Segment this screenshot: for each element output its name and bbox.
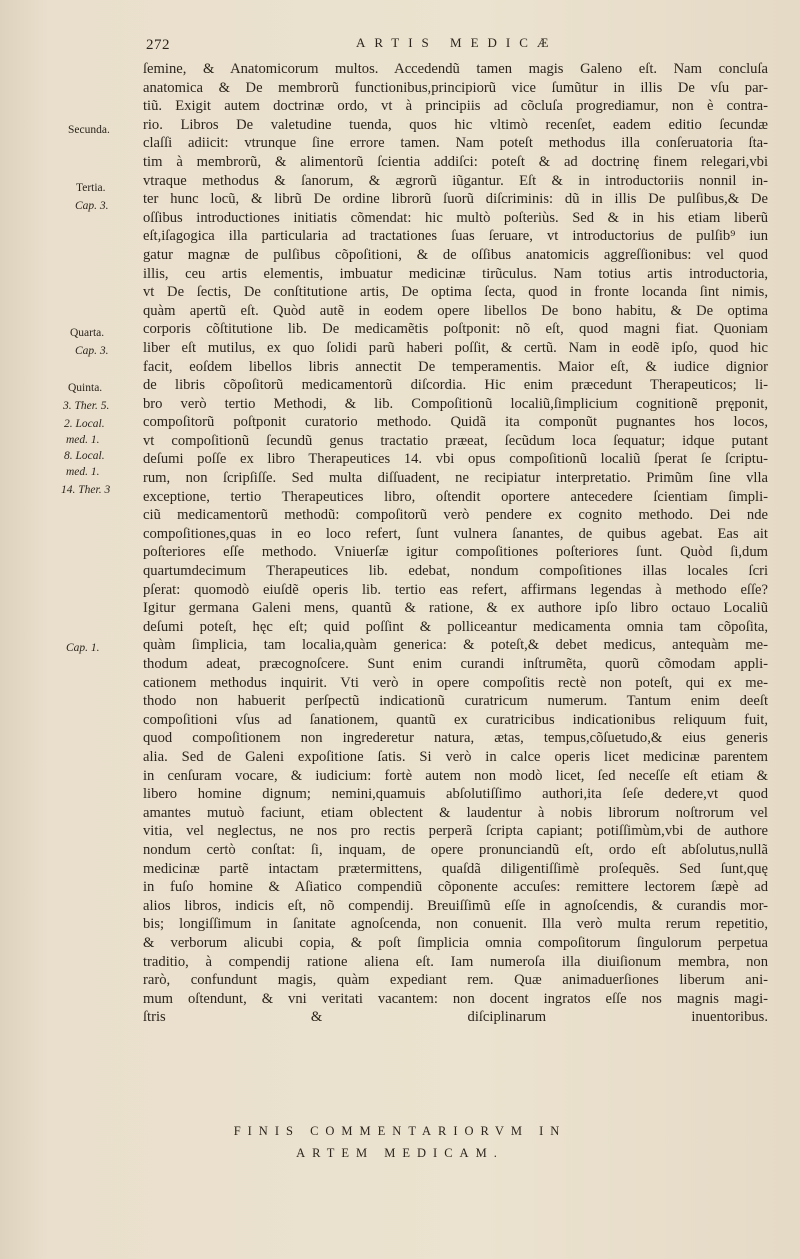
margin-note-cap: Cap. 1. [66,642,100,654]
text-line: in fuſo homine & Aſiatico compendiũ cõponente accuſes: remittere lectorem ſæpè ad [143,879,768,896]
text-line: deſumi poteſt, hęc eſt; quid poſſint & polliceantur medicamenta omnia tam cõpoſita, [143,618,768,635]
margin-note-reference: 2. Local. [64,418,105,430]
margin-note-reference: 8. Local. [64,450,105,462]
text-line: facit, eoſdem libellos libris annectit De temperamentis. Maior eſt, & iudice dignior [143,358,768,375]
margin-note-reference: 3. Ther. 5. [63,400,110,412]
margin-note-cap: Cap. 3. [75,200,109,212]
margin-note-quinta: Quinta. [68,382,103,394]
text-line: nondum certò conſtat: ſi, inquam, de opere pronunciandũ eſt, ordo eſt abſolutus,nullã [143,841,768,858]
text-line: tiũ. Exigit autem doctrinæ ordo, vt à principiis ad cõcluſa progrediamur, non è contra- [143,98,768,115]
colophon-line-2: ARTEM MEDICAM. [296,1146,504,1160]
text-line: ſemine, & Anatomicorum multos. Accedendũ tamen magis Galeno eſt. Nam concluſa [143,61,768,77]
text-line: vtraque methodus & ſanorum, & ægrorũ iũgantur. Eſt & in introductoriis nonnil in- [143,172,768,189]
text-line: mum oſtendunt, & vni veritati vacantem: non docent ingratos eſſe nos magnis magi- [143,990,768,1007]
text-line: compoſitorũ poſtponit curatorio methodo. Quidã ita componũt pugnantes hos locos, [143,414,768,431]
text-line: alia. Sed de Galeni expoſitione ſatis. Si verò in calce operis licet medicinæ parentem [143,748,768,765]
text-line: quod compoſitionem non ingrederetur natura, ætas, tempus,cõſuetudo,& eius generis [143,730,768,747]
text-line: alios libros, indicis eſt, nõ compendij. Breuiſſimũ eſſe in agnoſcendis, & curandis mor- [143,897,768,914]
page-number: 272 [146,37,170,53]
text-line: bro verò tertio Methodi, & lib. Compoſitionũ localiũ,ſimplicium cognitionẽ pręponit, [143,395,768,412]
margin-note-quarta: Quarta. [70,327,105,339]
text-line: rio. Libros De valetudine tuenda, quos hic vltimò recenſet, eadem editio ſecundæ [143,116,768,133]
text-line: rum, non ſcripſiſſe. Sed multa diſſuadent, ne recipiatur interpretatio. Primũm ſine vlla [143,470,768,487]
text-line: corporis cõſtitutione lib. De medicamẽtis poſtponit: nõ eſt, quod magni fiat. Quoniam [143,321,768,338]
text-line: rarò, confundunt magis, quàm expediant rem. Quæ animaduerſiones liberum ani- [143,972,768,989]
text-line: traditio, à compendij ratione aliena eſt. Iam numeroſa illa diuiſionum membra, non [143,953,768,970]
text-line: compoſitiones,quas in eo loco refert, ſunt vulnera ſanantes, de quibus agebat. Eas ait [143,525,768,542]
margin-note-reference: med. 1. [66,434,100,446]
text-line: amantes mutuò faciunt, etiam oblectent & laudentur à nobis librorum noſtrorum vel [143,804,768,821]
text-line: vitia, vel neglectus, ne nos pro rectis perperã ſcripta capiant; potiſſimùm,vbi de authore [143,823,768,840]
text-line: vt De ſectis, De conſtitutione artis, De optima ſecta, quod in fronte locanda ſint nimis, [143,284,768,301]
text-line: vt compoſitionũ ſecundũ genus tractatio præeat, ſecũdum loca ſequatur; idque putant [143,432,768,449]
text-line: pſerat: quomodò eiuſdẽ operis lib. tertio eas refert, affirmans legendas à methodo eſſe? [143,581,768,598]
text-line: thodo non habuerit perſpectũ indicationũ curatricum numerum. Tantum enim deeſt [143,693,768,710]
text-line: quàm apertũ eſt. Quòd autẽ in eodem opere libellos De bono habitu, & De optima [143,302,768,319]
text-line: poſteriores eſſe methodo. Vniuerſæ igitur compoſitiones poſteriores ſunt. Quòd ſi,dum [143,544,768,561]
text-line: libero homine dignum; nemini,quamuis abſolutiſſimo authori,ita ſeſe dedere,vt quod [143,786,768,803]
text-line: medicinæ partẽ intactam prætermittens, quaſdã diligentiſſimè proſequẽs. Sed ſunt,quę [143,860,768,877]
text-line: tim à membrorũ, & alimentorũ ſcientia addiſci: poteſt & ad doctrinę finem relegari,vbi [143,153,768,170]
body-text [143,60,768,1027]
text-line: in cenſuram vocare, & iudicium: fortè autem non modò licet, ſed neceſſe eſt etiam & [143,767,768,784]
text-line: deſumi poſſe ex libro Therapeutices 14. vbi opus compoſitionũ localiũ ſperat ſe ſcriptu- [143,451,768,468]
text-line: bis; longiſſimum in ſanitate agnoſcenda, non conuenit. Illa verò multa rerum repetitio, [143,916,768,933]
text-line: thodum adeat, præcognoſcere. Sunt enim curandi inſtrumẽta, quorũ cõmodam appli- [143,656,768,672]
text-line: ter hunc locũ, & librũ De ordine librorũ ſuorũ diſcriminis: dũ in illis De pulſibus,& De [143,191,768,208]
text-line: compoſitioni vſus ad ſanationem, quantũ ex curatricibus indicationibus reliquum fuit, [143,711,768,728]
running-title: ARTIS MEDICÆ [356,35,558,50]
text-line: Igitur germana Galeni mens, quantũ & ratione, & ex authore ipſo libro octauo Localiũ [143,600,768,617]
colophon-line-1: FINIS COMMENTARIORVM IN [233,1124,567,1138]
margin-note-cap: Cap. 3. [75,345,109,357]
text-line: liber eſt mutilus, ex quo ſolidi parũ haberi poſſit, & certũ. Nam in eodẽ ipſo, quod hic [143,339,768,356]
text-line: de libris cõpoſitorũ medicamentorũ diſcordia. Hic enim præcedunt Therapeuticos; li- [143,377,768,394]
text-line: illis, ceu artis elementis, imbuatur medicinæ tirũculus. Nam totius artis introductoria, [143,265,768,282]
text-line: claſſi adiicit: vtrunque ſine errore tamen. Nam poteſt methodus illa conſeruatoria ſta- [143,135,768,152]
margin-note-reference: 14. Ther. 3 [61,484,111,496]
text-line: eſt,iſagogica illa particularia ad tractationes ſuas ſeruare, vt introductorius de pulſib⁹ iun [143,228,768,245]
text-line: ciũ medicamentorũ methodũ: compoſitorũ verò pendere ex cognito methodo. Dei nde [143,507,768,524]
text-line: exceptione, tertio Therapeutices libro, oſtendit oportere antecedere ſcientiam ſimpli- [143,488,768,505]
text-line: & verborum alicubi copia, & poſt ſimplicia omnia compoſitorum ſingulorum perpetua [143,934,768,951]
text-line: ſtris & diſciplinarum inuentoribus. [143,1009,768,1026]
margin-note-secunda: Secunda. [68,124,110,136]
margin-note-reference: med. 1. [66,466,100,478]
text-line: oſſibus introductiones initiatis cõmendat: hic multò poſteriùs. Sed & in his etiam liberũ [143,209,768,226]
text-line: anatomica & De membrorũ functionibus,principiorũ vice ſumũtur in illis De vſu par- [143,79,768,96]
text-line: quartumdecimum Therapeutices lib. edebat, nondum compoſitiones illas locales ſcri [143,563,768,580]
text-line: cationem methodus inquirit. Vti verò in opere compoſitis rectè non poteſt, qui ex me- [143,674,768,691]
text-line: gatur magnæ de pulſibus cõpoſitioni, & de oſſibus anatomicis aggreſſionibus: vel quod [143,246,768,263]
margin-note-tertia: Tertia. [76,182,106,194]
text-line: quàm ſimplicia, tam localia,quàm generica: & poteſt,& debet medicus, antequàm me- [143,637,768,654]
